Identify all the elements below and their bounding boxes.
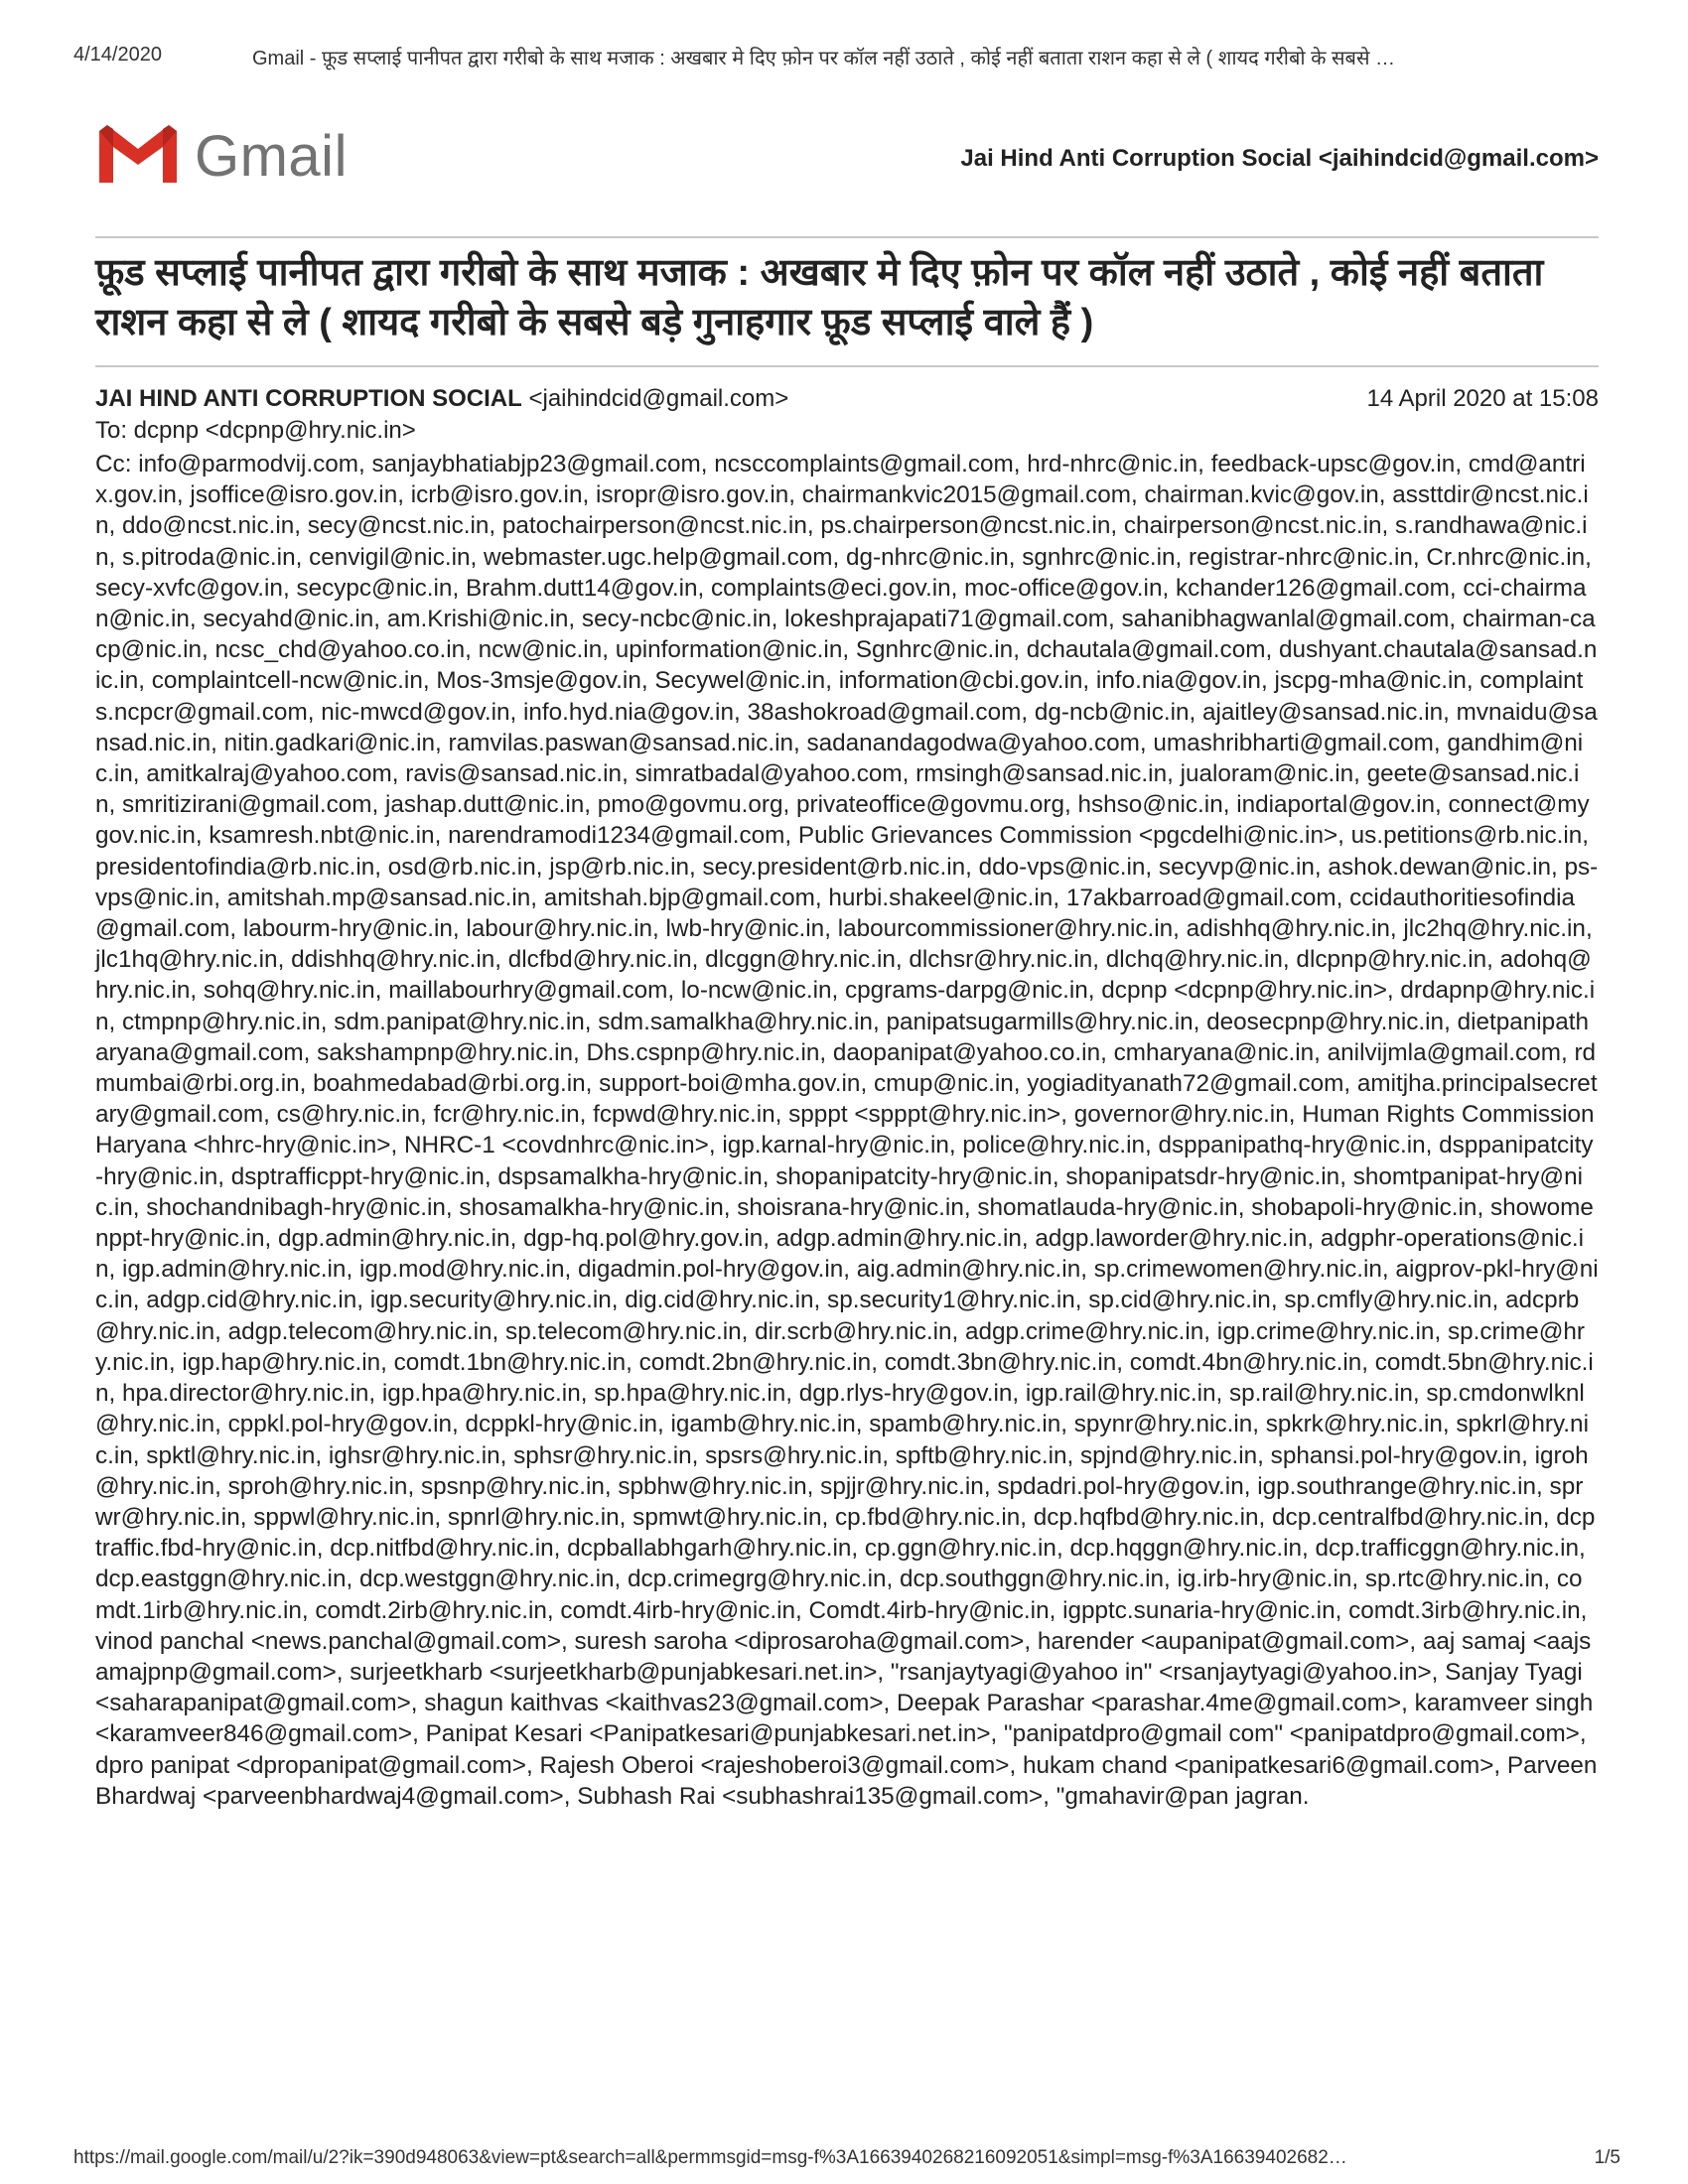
cc-recipients: Cc: info@parmodvij.com, sanjaybhatiabjp23@gmail.com, ncsccomplaints@gmail.com, hrd-nhrc@nic.in, feedback-upsc@gov.in, cmd@antrix.gov.in, jsoffice@isro.gov.in, icrb@isro.gov.in, isropr@isro.gov.in, chairmankvic2015@gmail.com, chairman.kvic@gov.in, assttdir@ncst.nic.in, ddo@ncst.nic.in, secy@ncst.nic.in, patochairperson@ncst.nic.in, ps.chairperson@ncst.nic.in, chairperson@ncst.nic.in, s.randhawa@nic.in, s.pitroda@nic.in, cenvigil@nic.in, webmaster.ugc.help@gmail.com, dg-nhrc@nic.in, sgnhrc@nic.in, registrar-nhrc@nic.in, Cr.nhrc@nic.in, secy-xvfc@gov.in, secypc@nic.in, Brahm.dutt14@gov.in, complaints@eci.gov.in, moc-office@gov.in, kchander126@gmail.com, cci-chairman@nic.in, secyahd@nic.in, am.Krishi@nic.in, secy-ncbc@nic.in, lokeshprajapati71@gmail.com, sahanibhagwanlal@gmail.com, chairman-cacp@nic.in, ncsc_chd@yahoo.co.in, ncw@nic.in, upinformation@nic.in, Sgnhrc@nic.in, dchautala@gmail.com, dushyant.chautala@sansad.nic.in, complaintcell-ncw@nic.in, Mos-3msje@gov.in, Secywel@nic.in, information@cbi.gov.in, info.nia@gov.in, jscpg-mha@nic.in, complaints.ncpcr@gmail.com, nic-mwcd@gov.in, info.hyd.nia@gov.in, 38ashokroad@gmail.com, dg-ncb@nic.in, ajaitley@sansad.nic.in, mvnaidu@sansad.nic.in, nitin.gadkari@nic.in, ramvilas.paswan@sansad.nic.in, sadanandagodwa@yahoo.com, umashribharti@gmail.com, gandhim@nic.in, amitkalraj@yahoo.com, ravis@sansad.nic.in, simratbadal@yahoo.com, rmsingh@sansad.nic.in, jualoram@nic.in, geete@sansad.nic.in, smritizirani@gmail.com, jashap.dutt@nic.in, pmo@govmu.org, privateoffice@govmu.org, hshso@nic.in, indiaportal@gov.in, connect@mygov.nic.in, ksamresh.nbt@nic.in, narendramodi1234@gmail.com, Public Grievances Commission <pgcdelhi@nic.in>, us.petitions@rb.nic.in, presidentofindia@rb.nic.in, osd@rb.nic.in, jsp@rb.nic.in, secy.president@rb.nic.in, ddo-vps@nic.in, secyvp@nic.in, ashok.dewan@nic.in, ps-vps@nic.in, amitshah.mp@sansad.nic.in, amitshah.bjp@gmail.com, hurbi.shakeel@nic.in, 17akbarroad@gmail.com, ccidauthoritiesofindia@gmail.com, labourm-hry@nic.in, labour@hry.nic.in, lwb-hry@nic.in, labourcommissioner@hry.nic.in, adishhq@hry.nic.in, jlc2hq@hry.nic.in, jlc1hq@hry.nic.in, ddishhq@hry.nic.in, dlcfbd@hry.nic.in, dlcggn@hry.nic.in, dlchsr@hry.nic.in, dlchq@hry.nic.in, dlcpnp@hry.nic.in, adohq@hry.nic.in, sohq@hry.nic.in, maillabourhry@gmail.com, lo-ncw@nic.in, cpgrams-darpg@nic.in, dcpnp <dcpnp@hry.nic.in>, drdapnp@hry.nic.in, ctmpnp@hry.nic.in, sdm.panipat@hry.nic.in, sdm.samalkha@hry.nic.in, panipatsugarmills@hry.nic.in, deosecpnp@hry.nic.in, dietpanipatharyana@gmail.com, sakshampnp@hry.nic.in, Dhs.cspnp@hry.nic.in, daopanipat@yahoo.co.in, cmharyana@nic.in, anilvijmla@gmail.com, rdmumbai@rbi.org.in, boahmedabad@rbi.org.in, support-boi@mha.gov.in, cmup@nic.in, yogiadityanath72@gmail.com, amitjha.principalsecretary@gmail.com, cs@hry.nic.in, fcr@hry.nic.in, fcpwd@hry.nic.in, spppt <spppt@hry.nic.in>, governor@hry.nic.in, Human Rights Commission Haryana <hhrc-hry@nic.in>, NHRC-1 <covdnhrc@nic.in>, igp.karnal-hry@nic.in, police@hry.nic.in, dsppanipathq-hry@nic.in, dsppanipatcity-hry@nic.in, dsptrafficppt-hry@nic.in, dspsamalkha-hry@nic.in, shopanipatcity-hry@nic.in, shopanipatsdr-hry@nic.in, shomtpanipat-hry@nic.in, shochandnibagh-hry@nic.in, shosamalkha-hry@nic.in, shoisrana-hry@nic.in, shomatlauda-hry@nic.in, shobapoli-hry@nic.in, showomenppt-hry@nic.in, dgp.admin@hry.nic.in, dgp-hq.pol@hry.gov.in, adgp.admin@hry.nic.in, adgp.laworder@hry.nic.in, adgphr-operations@nic.in, igp.admin@hry.nic.in, igp.mod@hry.nic.in, digadmin.pol-hry@gov.in, aig.admin@hry.nic.in, sp.crimewomen@hry.nic.in, aigprov-pkl-hry@nic.in, adgp.cid@hry.nic.in, igp.security@hry.nic.in, dig.cid@hry.nic.in, sp.security1@hry.nic.in, sp.cid@hry.nic.in, sp.cmfly@hry.nic.in, adcprb@hry.nic.in, adgp.telecom@hry.nic.in, sp.telecom@hry.nic.in, dir.scrb@hry.nic.in, adgp.crime@hry.nic.in, igp.crime@hry.nic.in, sp.crime@hry.nic.in, igp.hap@hry.nic.in, comdt.1bn@hry.nic.in, comdt.2bn@hry.nic.in, comdt.3bn@hry.nic.in, comdt.4bn@hry.nic.in, comdt.5bn@hry.nic.in, hpa.director@hry.nic.in, igp.hpa@hry.nic.in, sp.hpa@hry.nic.in, dgp.rlys-hry@gov.in, igp.rail@hry.nic.in, sp.rail@hry.nic.in, sp.cmdonwlknl@hry.nic.in, cppkl.pol-hry@gov.in, dcppkl-hry@nic.in, igamb@hry.nic.in, spamb@hry.nic.in, spynr@hry.nic.in, spkrk@hry.nic.in, spkrl@hry.nic.in, spktl@hry.nic.in, ighsr@hry.nic.in, sphsr@hry.nic.in, spsrs@hry.nic.in, spftb@hry.nic.in, spjnd@hry.nic.in, sphansi.pol-hry@gov.in, igroh@hry.nic.in, sproh@hry.nic.in, spsnp@hry.nic.in, spbhw@hry.nic.in, spjjr@hry.nic.in, spdadri.pol-hry@gov.in, igp.southrange@hry.nic.in, sprwr@hry.nic.in, sppwl@hry.nic.in, spnrl@hry.nic.in, spmwt@hry.nic.in, cp.fbd@hry.nic.in, dcp.hqfbd@hry.nic.in, dcp.centralfbd@hry.nic.in, dcptraffic.fbd-hry@nic.in, dcp.nitfbd@hry.nic.in, dcpballabhgarh@hry.nic.in, cp.ggn@hry.nic.in, dcp.hqggn@hry.nic.in, dcp.trafficggn@hry.nic.in, dcp.eastggn@hry.nic.in, dcp.westggn@hry.nic.in, dcp.crimegrg@hry.nic.in, dcp.southggn@hry.nic.in, ig.irb-hry@nic.in, sp.rtc@hry.nic.in, comdt.1irb@hry.nic.in, comdt.2irb@hry.nic.in, comdt.4irb-hry@nic.in, Comdt.4irb-hry@nic.in, igpptc.sunaria-hry@nic.in, comdt.3irb@hry.nic.in, vinod panchal <news.panchal@gmail.com>, suresh saroha <diprosaroha@gmail.com>, harender <aupanipat@gmail.com>, aaj samaj <aajsamajpnp@gmail.com>, surjeetkharb <surjeetkharb@punjabkesari.net.in>, "rsanjaytyagi@yahoo in" <rsanjaytyagi@yahoo.in>, Sanjay Tyagi <saharapanipat@gmail.com>, shagun kaithvas <kaithvas23@gmail.com>, Deepak Parashar <parashar.4me@gmail.com>, karamveer singh <karamveer846@gmail.com>, Panipat Kesari <Panipatkesari@punjabkesari.net.in>, "panipatdpro@gmail com" <panipatdpro@gmail.com>, dpro panipat <dpropanipat@gmail.com>, Rajesh Oberoi <rajeshoberoi3@gmail.com>, hukam chand <panipatkesari6@gmail.com>, Parveen Bhardwaj <parveenbhardwaj4@gmail.com>, Subhash Rai <subhashrai135@gmail.com>, "gmahavir@pan jagran.	[95, 451, 1599, 1810]
print-header	[73, 40, 1620, 79]
header-divider	[95, 236, 1599, 238]
sender-line	[95, 385, 1599, 417]
page-number: 1/5	[1594, 2147, 1620, 2168]
print-date: 4/14/2020	[73, 44, 162, 66]
email-subject: फ़ूड सप्लाई पानीपत द्वारा गरीबो के साथ मजाक : अखबार मे दिए फ़ोन पर कॉल नहीं उठाते , कोई नहीं बताता राशन कहा से ले ( शायद गरीबो के सबसे बड़े गुनाहगार फ़ूड सप्लाई वाले हैं )	[95, 252, 1544, 343]
gmail-wordmark: Gmail	[195, 123, 348, 189]
gmail-logo-icon	[95, 123, 181, 190]
message-block	[95, 385, 1599, 1812]
message-date: 14 April 2020 at 15:08	[1366, 385, 1599, 412]
subject-divider	[95, 365, 1599, 367]
sender-name: JAI HIND ANTI CORRUPTION SOCIAL	[95, 385, 522, 412]
gmail-brand[interactable]	[95, 121, 348, 191]
to-recipients: To: dcpnp <dcpnp@hry.nic.in>	[95, 417, 416, 444]
print-title: Gmail - फ़ूड सप्लाई पानीपत द्वारा गरीबो के साथ मजाक : अखबार मे दिए फ़ोन पर कॉल नहीं उठाते , कोई नहीं बताता राशन कहा से ले ( शायद गरीबो के सबसे …	[252, 48, 1396, 69]
print-url[interactable]: https://mail.google.com/mail/u/2?ik=390d948063&view=pt&search=all&permmsgid=msg-f%3A1663940268216092051&simpl=msg-f%3A16639402682…	[73, 2147, 1347, 2168]
account-label: Jai Hind Anti Corruption Social <jaihindcid@gmail.com>	[960, 145, 1599, 172]
sender-email: <jaihindcid@gmail.com>	[528, 385, 789, 412]
